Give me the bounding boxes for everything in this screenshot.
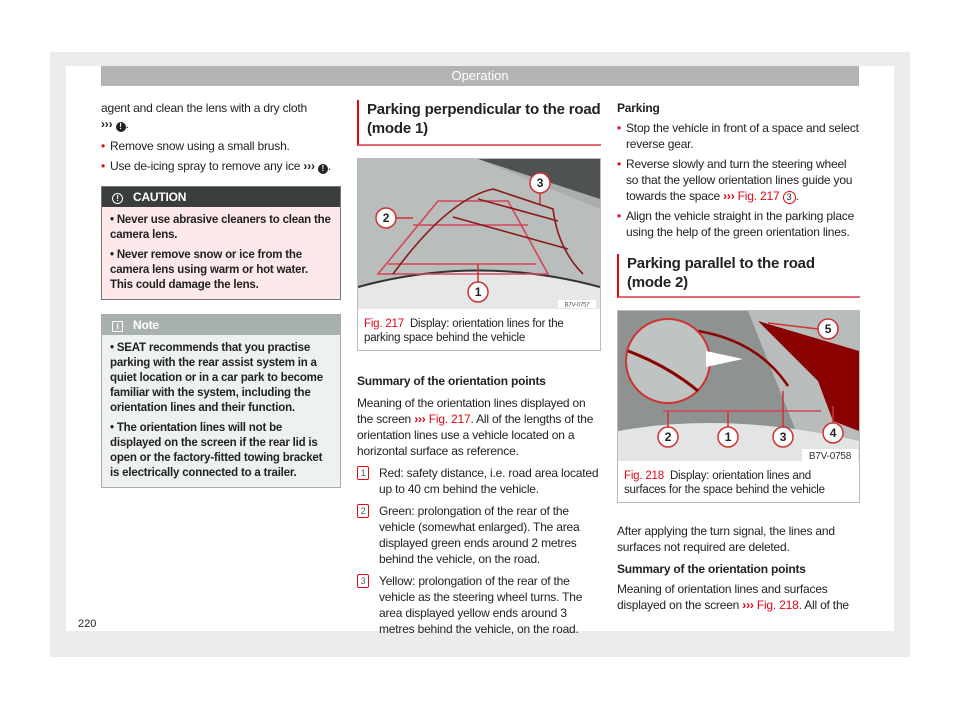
warning-icon: ! [116, 122, 126, 132]
bullet-item: • Reverse slowly and turn the steering wheel so that the yellow orientation lines guide you towards the space ››› Fig. 217 3 . [617, 156, 860, 204]
figure-218 [617, 310, 860, 503]
note-box [101, 314, 341, 488]
ref-arrow[interactable]: ››› [303, 159, 315, 173]
intro-text: agent and clean the lens with a dry cloth [101, 101, 307, 115]
callout-5: 5 [824, 322, 832, 336]
callout-2: 2 [664, 430, 672, 444]
figure-label: Fig. 218 [624, 470, 664, 482]
legend-item: 2 Green: prolongation of the rear of the vehicle (somewhat enlarged). The area displayed green ends around 2 metres behind the vehicle, on the road. [357, 503, 601, 567]
callout-1: 1 [474, 285, 482, 299]
ref-arrow[interactable]: ››› [101, 117, 113, 131]
subheading: Parking [617, 101, 660, 115]
caution-title: CAUTION [133, 190, 187, 204]
section-heading: Parking parallel to the road (mode 2) [617, 254, 860, 298]
bullet-item: • Remove snow using a small brush. [101, 138, 341, 154]
rear-camera-image-mode1 [358, 159, 600, 309]
callout-2: 2 [382, 211, 390, 225]
callout-ref: 3 [783, 191, 796, 204]
note-item: • SEAT recommends that you practise parking with the rear assist system in a quiet location or in a car park to become familiar with the system, including the orientation lines and their function. [110, 342, 323, 414]
note-title: Note [133, 318, 159, 332]
legend-item: 3 Yellow: prolongation of the rear of the vehicle as the steering wheel turns. The area displayed yellow ends around 3 metres behind the vehicle, on the road. [357, 573, 601, 637]
caution-box [101, 186, 341, 300]
subheading: Summary of the orientation points [357, 374, 546, 388]
figure-link[interactable]: Fig. 217 [428, 412, 471, 426]
callout-3: 3 [536, 176, 544, 190]
caution-icon: ! [112, 193, 123, 204]
bullet-item: • Use de-icing spray to remove any ice ››› ! . [101, 158, 341, 174]
bullet-item: • Stop the vehicle in front of a space and select reverse gear. [617, 120, 860, 152]
page-number: 220 [78, 618, 97, 630]
figure-217 [357, 158, 601, 351]
ref-arrow[interactable]: ››› [742, 598, 754, 612]
callout-3: 3 [779, 430, 787, 444]
section-header: Operation [101, 66, 859, 86]
caution-item: • Never use abrasive cleaners to clean the camera lens. [110, 214, 331, 241]
figure-link[interactable]: Fig. 217 [737, 189, 780, 203]
section-heading: Parking perpendicular to the road (mode 1) [357, 100, 601, 146]
legend-item: 1 Red: safety distance, i.e. road area located up to 40 cm behind the vehicle. [357, 465, 601, 497]
info-icon: i [112, 321, 123, 332]
caution-item: • Never remove snow or ice from the camera lens using warm or hot water. This could damage the lens. [110, 249, 308, 291]
rear-camera-image-mode2 [618, 311, 859, 461]
figure-label: Fig. 217 [364, 318, 404, 330]
subheading: Summary of the orientation points [617, 562, 806, 576]
figure-code: B7V-0757 [564, 302, 590, 309]
paragraph: After applying the turn signal, the lines and surfaces not required are deleted. [617, 524, 835, 554]
figure-caption: Display: orientation lines and surfaces for the space behind the vehicle [624, 470, 825, 496]
note-item: • The orientation lines will not be displayed on the screen if the rear lid is open or the factory-fitted towing bracket is electrically connected to a trailer. [110, 422, 323, 479]
ref-arrow[interactable]: ››› [414, 412, 426, 426]
column-3: Parking • Stop the vehicle in front of a space and select reverse gear. • Reverse slowly and turn the steering wheel so that the yellow orientation lines guide you towards the space ››› Fig. 217 3 . • Align the vehicle straight in the parking place using the help of the green orientation lines. Parking parallel to the road (mode 2) 2 1 3 4 5 B7V-0758 Fig. 218 Display: orientation lines and surfaces for the space behind the vehicle After applying the turn signal, the lines and surfaces not required are deleted. Summary of the orientation points Meaning of orientation lines and surfaces displayed on the screen ››› Fig. 218. All of the [617, 100, 860, 619]
bullet-item: • Align the vehicle straight in the parking place using the help of the green orientation lines. [617, 208, 860, 240]
figure-caption: Display: orientation lines for the parking space behind the vehicle [364, 318, 564, 344]
column-2: Parking perpendicular to the road (mode 1) 2 1 3 B7V-0757 Fig. 217 Display: orientation lines for the parking space behind the vehicle Summary of the orientation points Meaning of the orientation lines displayed on the screen ››› Fig. 217. All of the lengths of the orientation lines use a vehicle located on a horizontal surface as reference. 1 Red: safety distance, i.e. road area located up to 40 cm behind the vehicle. 2 Green: prolongation of the rear of the vehicle (somewhat enlarged). The area displayed green ends around 2 metres behind the vehicle, on the road. 3 Yellow: prolongation of the rear of the vehicle as the steering wheel turns. The area displayed yellow ends around 3 metres behind the vehicle, on the road. [357, 101, 601, 636]
figure-code: B7V-0758 [808, 451, 852, 461]
figure-link[interactable]: Fig. 218 [756, 598, 799, 612]
warning-icon: ! [318, 164, 328, 174]
ref-arrow[interactable]: ››› [723, 189, 735, 203]
callout-4: 4 [829, 426, 837, 440]
column-1: agent and clean the lens with a dry cloth ››› ! . • Remove snow using a small brush. • Use de-icing spray to remove any ice ››› ! . ! CAUTION • Never use abrasive cleaners to clean the camera lens. • Never remove snow or ice from the camera lens using warm or hot water. This could damage the lens. i Note • SEAT recommends that you practise parking with the rear assist system in a quiet location or in a car park to become familiar with the system, including the orientation lines and their function. • The orientation lines will not be displayed on the screen if the rear lid is open or the factory-fitted towing bracket is electrically connected to a trailer. [101, 100, 341, 488]
callout-1: 1 [724, 430, 732, 444]
